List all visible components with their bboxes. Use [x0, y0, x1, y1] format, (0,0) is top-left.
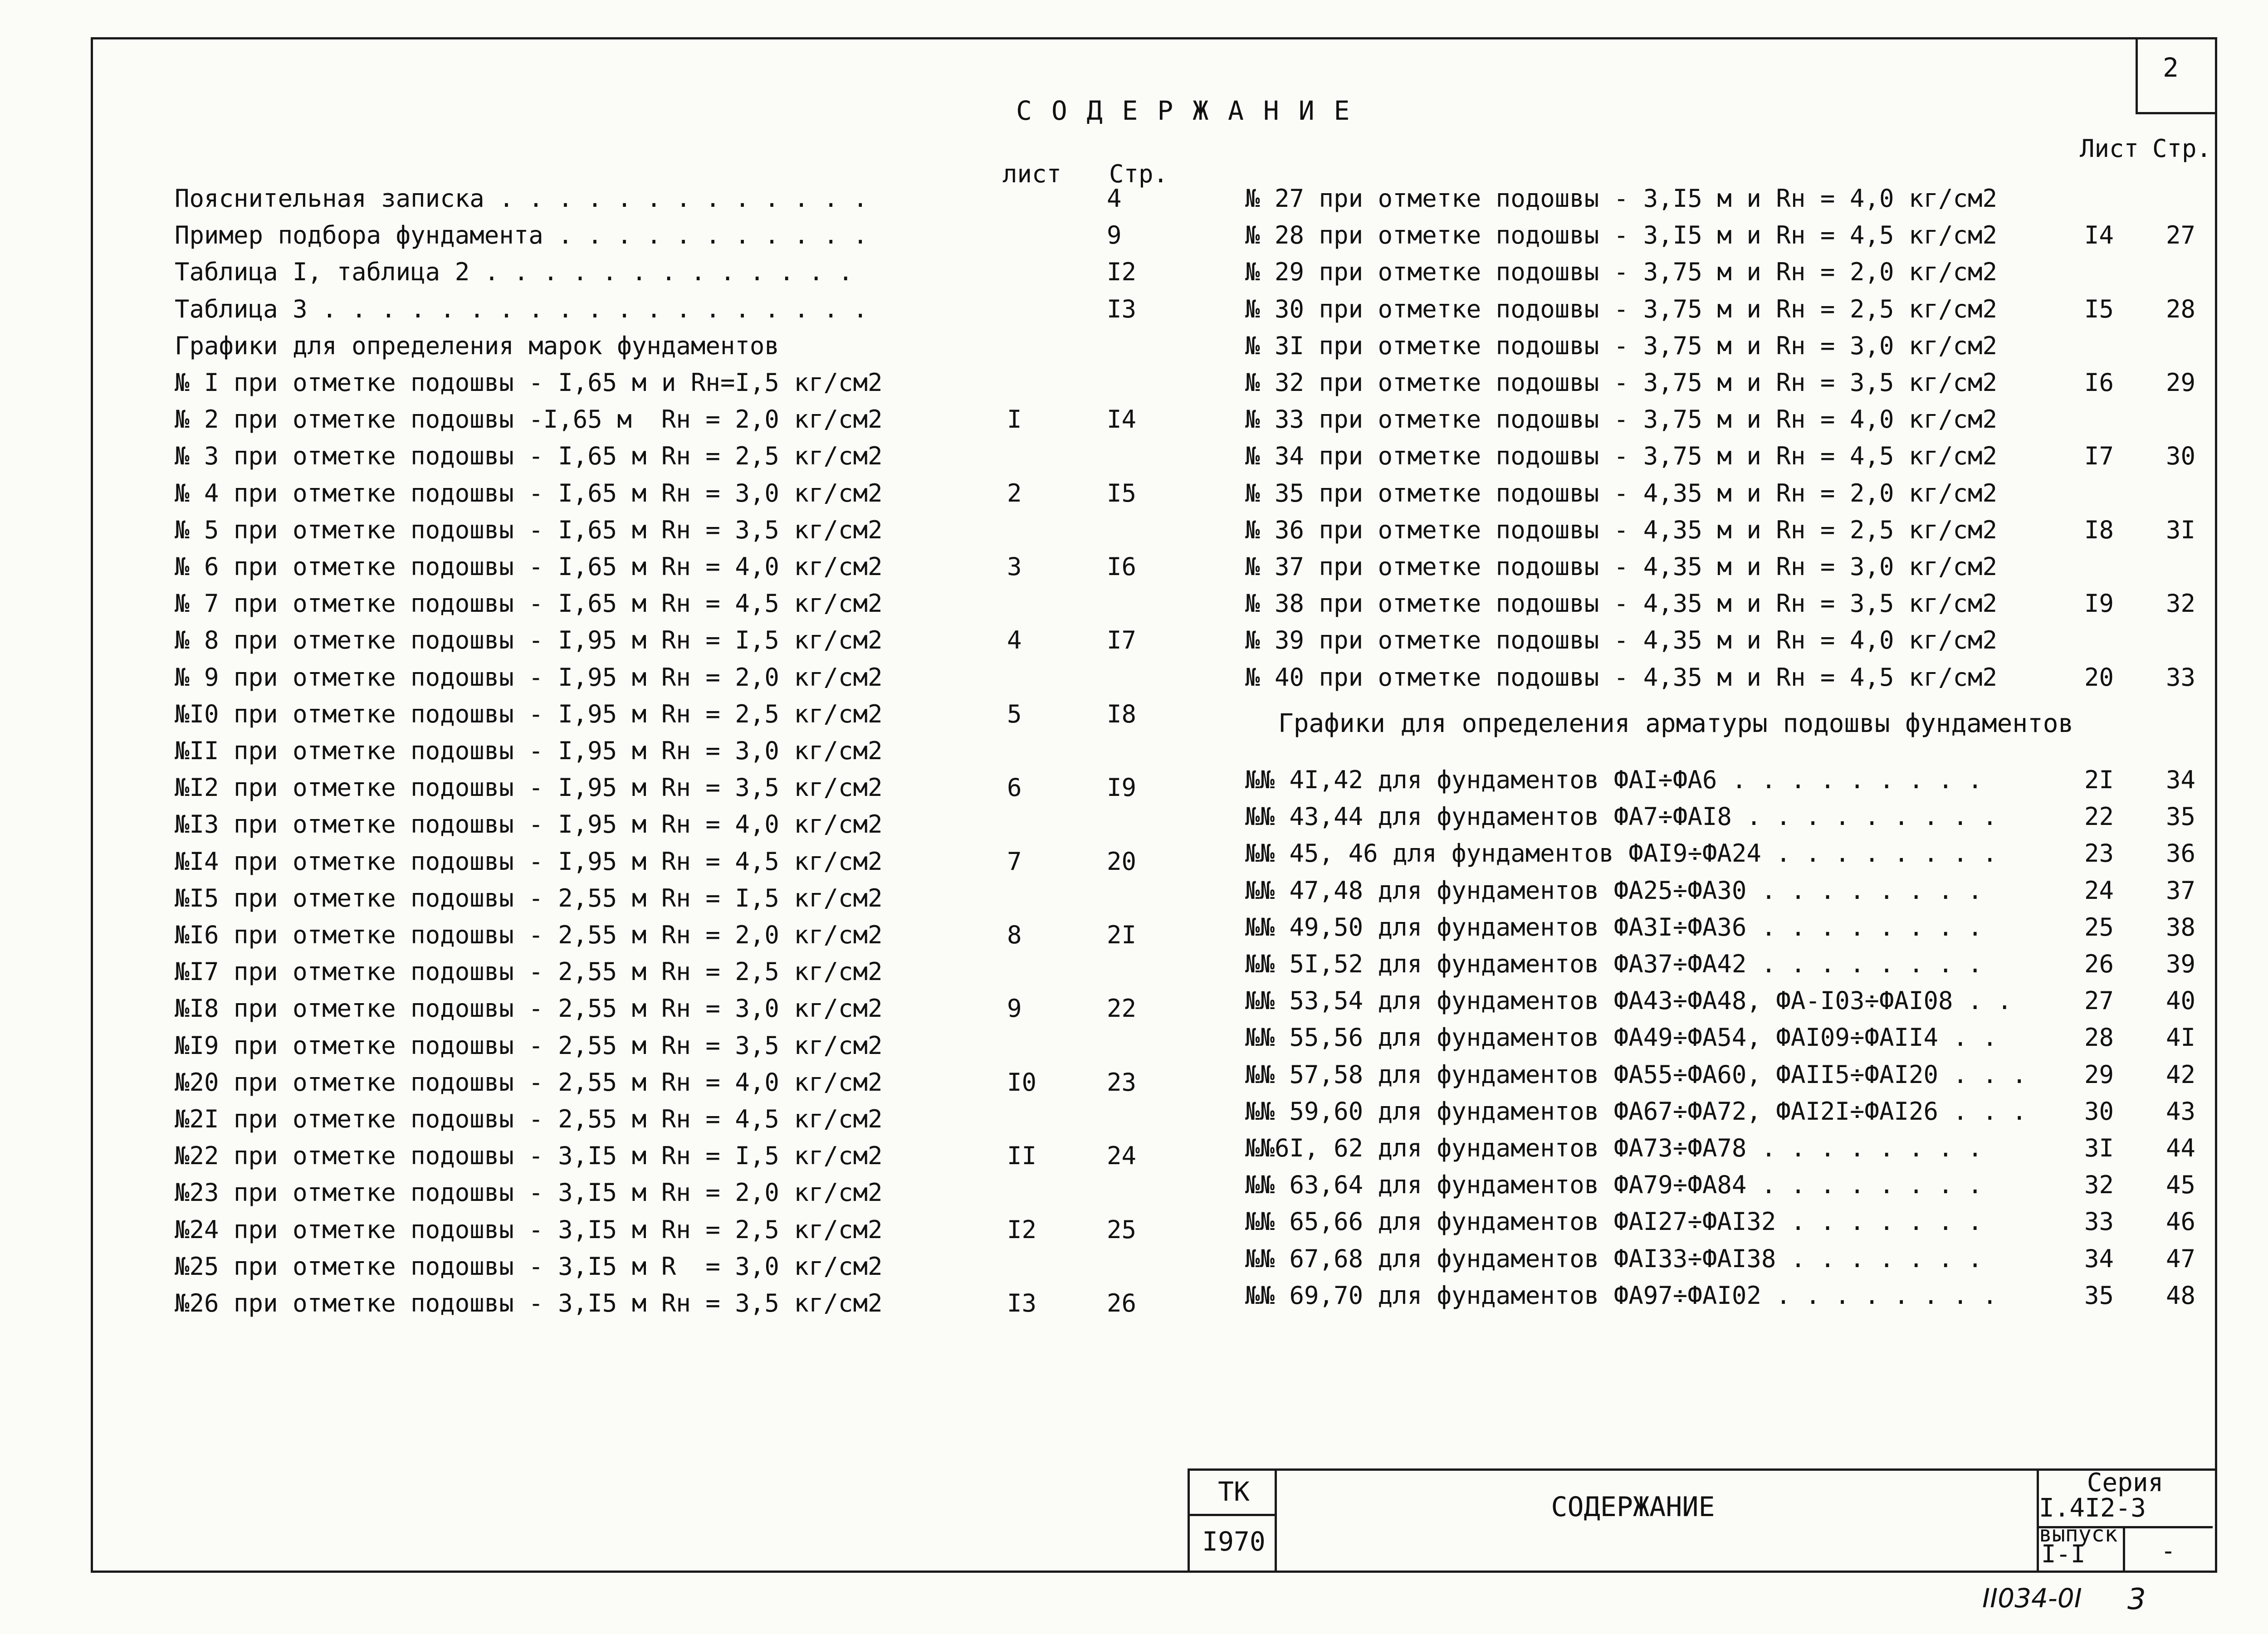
entry-text: №23 при отметке подошвы - 3,I5 м Rн = 2,0 кг/см2	[175, 1178, 883, 1207]
entry-sheet: 33	[2084, 1207, 2114, 1236]
entry-page: 2I	[1107, 921, 1137, 949]
list-item	[0, 1130, 2268, 1166]
entry-sheet: 4	[1007, 626, 1022, 655]
entry-page: I9	[1107, 773, 1137, 802]
entry-sheet: 27	[2084, 986, 2114, 1015]
entry-text: №I6 при отметке подошвы - 2,55 м Rн = 2,0 кг/см2	[175, 921, 883, 949]
list-item	[0, 328, 2268, 364]
list-item	[0, 835, 2268, 872]
right-header-list: Лист	[2080, 134, 2139, 163]
entry-text: № 34 при отметке подошвы - 3,75 м и Rн = 4,5 кг/см2	[1245, 442, 1998, 471]
entry-page: 24	[1107, 1141, 1137, 1171]
list-item	[0, 946, 2268, 982]
entry-page: 25	[1107, 1215, 1137, 1244]
entry-sheet: 30	[2084, 1097, 2114, 1126]
list-item	[0, 799, 2268, 835]
entry-text: № 3I при отметке подошвы - 3,75 м и Rн = 3,0 кг/см2	[1245, 331, 1998, 360]
entry-sheet: 9	[1007, 994, 1022, 1023]
entry-text: №№ 55,56 для фундаментов ФА49÷ФА54, ФАI09÷ФАII4 . .	[1245, 1023, 1998, 1052]
list-item	[0, 438, 2268, 474]
entry-text: № 38 при отметке подошвы - 4,35 м и Rн = 3,5 кг/см2	[1245, 589, 1998, 618]
entry-page: 42	[2166, 1060, 2196, 1089]
entry-page: 9	[1107, 221, 1122, 250]
title-block-name: СОДЕРЖАНИЕ	[1551, 1491, 1715, 1523]
entry-page: 40	[2166, 986, 2196, 1015]
entry-page: I2	[1107, 258, 1137, 287]
entry-text: №I5 при отметке подошвы - 2,55 м Rн = I,5 кг/см2	[175, 883, 883, 912]
entry-text: №№ 45, 46 для фундаментов ФАI9÷ФА24 . . . . . . . .	[1245, 839, 1998, 868]
entry-page: 36	[2166, 839, 2196, 868]
entry-sheet: 5	[1007, 699, 1022, 728]
list-item	[0, 1057, 2268, 1093]
entry-page: 30	[2166, 442, 2196, 471]
entry-page: 44	[2166, 1134, 2196, 1162]
entry-sheet: I5	[2084, 294, 2114, 323]
entry-sheet: 7	[1007, 847, 1022, 876]
entry-text: №№ 53,54 для фундаментов ФА43÷ФА48, ФА-I03÷ФАI08 . .	[1245, 986, 2012, 1015]
list-item	[0, 983, 2268, 1019]
entry-sheet: 3	[1007, 552, 1022, 581]
entry-sheet: I3	[1007, 1289, 1037, 1317]
entry-sheet: I0	[1007, 1068, 1037, 1097]
entry-sheet: 34	[2084, 1244, 2114, 1273]
page-number: 2	[2163, 52, 2179, 83]
entry-sheet: 22	[2084, 802, 2114, 831]
entry-page: I7	[1107, 626, 1137, 655]
list-item	[0, 1278, 2268, 1314]
entry-sheet: I	[1007, 405, 1022, 434]
entry-page: 39	[2166, 950, 2196, 978]
sheet-number: 3	[2127, 1583, 2146, 1616]
entry-text: № 2 при отметке подошвы -I,65 м Rн = 2,0 кг/см2	[175, 405, 883, 434]
entry-sheet: 24	[2084, 876, 2114, 905]
entry-sheet: I9	[2084, 589, 2114, 618]
entry-text: №26 при отметке подошвы - 3,I5 м Rн = 3,5 кг/см2	[175, 1289, 883, 1317]
list-item	[0, 1167, 2268, 1203]
entry-sheet: I6	[2084, 368, 2114, 397]
list-item	[0, 622, 2268, 658]
entry-text: №№ 65,66 для фундаментов ФАI27÷ФАI32 . . . . . . .	[1245, 1207, 1983, 1236]
entry-page: 32	[2166, 589, 2196, 618]
list-item	[0, 254, 2268, 290]
entry-text: №№ 69,70 для фундаментов ФА97÷ФАI02 . . . . . . . .	[1245, 1281, 1998, 1310]
entry-text: №№ 63,64 для фундаментов ФА79÷ФА84 . . . . . . . .	[1245, 1171, 1983, 1200]
entry-sheet: 6	[1007, 773, 1022, 802]
list-item	[0, 1093, 2268, 1130]
title-block-issue: I-I	[2041, 1540, 2086, 1568]
entry-sheet: 35	[2084, 1281, 2114, 1310]
entry-text: №№ 49,50 для фундаментов ФА3I÷ФА36 . . . . . . . .	[1245, 912, 1983, 941]
title-block-org: ТК	[1218, 1476, 1250, 1507]
title-block-year: I970	[1202, 1526, 1266, 1557]
entry-sheet: 2	[1007, 478, 1022, 507]
entry-text: №I2 при отметке подошвы - I,95 м Rн = 3,5 кг/см2	[175, 773, 883, 802]
entry-sheet: 25	[2084, 912, 2114, 941]
entry-text: №№ 4I,42 для фундаментов ФАI÷ФА6 . . . . . . . . .	[1245, 766, 1983, 794]
entry-page: 23	[1107, 1068, 1137, 1097]
entry-sheet: II	[1007, 1141, 1037, 1171]
entry-page: 48	[2166, 1281, 2196, 1310]
entry-text: № 37 при отметке подошвы - 4,35 м и Rн = 3,0 кг/см2	[1245, 552, 1998, 581]
entry-text: Таблица I, таблица 2 . . . . . . . . . . . . .	[175, 258, 853, 287]
entry-page: 4	[1107, 184, 1122, 213]
entry-text: № 40 при отметке подошвы - 4,35 м и Rн = 4,5 кг/см2	[1245, 663, 1998, 692]
list-item	[0, 512, 2268, 548]
title-block-dash: -	[2160, 1536, 2176, 1565]
title-block-issue-label: выпуск	[2039, 1522, 2118, 1547]
entry-page: 35	[2166, 802, 2196, 831]
list-item	[0, 365, 2268, 401]
entry-text: № 30 при отметке подошвы - 3,75 м и Rн = 2,5 кг/см2	[1245, 294, 1998, 323]
entry-page: 20	[1107, 847, 1137, 876]
list-item	[0, 180, 2268, 217]
entry-text: № I при отметке подошвы - I,65 м и Rн=I,5 кг/см2	[175, 368, 883, 397]
left-header-page: Стр.	[1109, 160, 1168, 188]
entry-text: Таблица 3 . . . . . . . . . . . . . . . . . . .	[175, 294, 868, 323]
entry-page: 22	[1107, 994, 1137, 1023]
entry-text: №I3 при отметке подошвы - I,95 м Rн = 4,0 кг/см2	[175, 810, 883, 839]
entry-page: 47	[2166, 1244, 2196, 1273]
list-item	[0, 401, 2268, 438]
list-item	[0, 217, 2268, 254]
entry-sheet: 23	[2084, 839, 2114, 868]
entry-page: 26	[1107, 1289, 1137, 1317]
right-section-title: Графики для определения арматуры подошвы фундаментов	[1278, 709, 2074, 738]
entry-text: № 8 при отметке подошвы - I,95 м Rн = I,5 кг/см2	[175, 626, 883, 655]
entry-text: № 33 при отметке подошвы - 3,75 м и Rн = 4,0 кг/см2	[1245, 405, 1998, 434]
entry-text: №№ 43,44 для фундаментов ФА7÷ФАI8 . . . . . . . . .	[1245, 802, 1998, 831]
entry-page: 4I	[2166, 1023, 2196, 1052]
entry-text: № 6 при отметке подошвы - I,65 м Rн = 4,0 кг/см2	[175, 552, 883, 581]
title-block-series: I.4I2-3	[2039, 1493, 2146, 1523]
entry-text: № 5 при отметке подошвы - I,65 м Rн = 3,5 кг/см2	[175, 515, 883, 544]
list-item	[0, 1019, 2268, 1056]
entry-page: I8	[1107, 699, 1137, 728]
entry-text: №20 при отметке подошвы - 2,55 м Rн = 4,0 кг/см2	[175, 1068, 883, 1097]
entry-text: № 9 при отметке подошвы - I,95 м Rн = 2,0 кг/см2	[175, 663, 883, 692]
entry-sheet: I8	[2084, 515, 2114, 544]
entry-page: 43	[2166, 1097, 2196, 1126]
entry-text: №I7 при отметке подошвы - 2,55 м Rн = 2,5 кг/см2	[175, 957, 883, 986]
archive-code: II034-0I	[1982, 1583, 2082, 1614]
entry-text: №№ 67,68 для фундаментов ФАI33÷ФАI38 . . . . . . .	[1245, 1244, 1983, 1273]
entry-sheet: 29	[2084, 1060, 2114, 1089]
entry-page: I3	[1107, 294, 1137, 323]
entry-text: Пример подбора фундамента . . . . . . . . . . .	[175, 221, 868, 250]
title-block-series-label: Серия	[2087, 1468, 2164, 1497]
entry-text: Пояснительная записка . . . . . . . . . . . . .	[175, 184, 868, 213]
entry-text: № 32 при отметке подошвы - 3,75 м и Rн = 3,5 кг/см2	[1245, 368, 1998, 397]
entry-page: 29	[2166, 368, 2196, 397]
entry-page: I4	[1107, 405, 1137, 434]
entry-text: Графики для определения марок фундаментов	[175, 331, 779, 360]
left-header-list: лист	[1002, 160, 1062, 188]
entry-sheet: I4	[2084, 221, 2114, 250]
entry-sheet: 28	[2084, 1023, 2114, 1052]
entry-text: №I9 при отметке подошвы - 2,55 м Rн = 3,5 кг/см2	[175, 1031, 883, 1060]
list-item	[0, 659, 2268, 696]
entry-sheet: 8	[1007, 921, 1022, 949]
entry-text: №№6I, 62 для фундаментов ФА73÷ФА78 . . . . . . . .	[1245, 1134, 1983, 1162]
page-title: С О Д Е Р Ж А Н И Е	[1016, 95, 1352, 126]
right-header-page: Стр.	[2152, 134, 2212, 163]
entry-text: № 29 при отметке подошвы - 3,75 м и Rн = 2,0 кг/см2	[1245, 258, 1998, 287]
entry-text: №I8 при отметке подошвы - 2,55 м Rн = 3,0 кг/см2	[175, 994, 883, 1023]
entry-page: 45	[2166, 1171, 2196, 1200]
entry-sheet: I7	[2084, 442, 2114, 471]
list-item	[0, 1204, 2268, 1240]
entry-text: №II при отметке подошвы - I,95 м Rн = 3,0 кг/см2	[175, 737, 883, 765]
entry-page: 3I	[2166, 515, 2196, 544]
entry-page: 37	[2166, 876, 2196, 905]
entry-text: № 3 при отметке подошвы - I,65 м Rн = 2,5 кг/см2	[175, 442, 883, 471]
entry-text: №№ 47,48 для фундаментов ФА25÷ФА30 . . . . . . . .	[1245, 876, 1983, 905]
entry-text: №I0 при отметке подошвы - I,95 м Rн = 2,5 кг/см2	[175, 699, 883, 728]
entry-text: №I4 при отметке подошвы - I,95 м Rн = 4,5 кг/см2	[175, 847, 883, 876]
entry-sheet: 20	[2084, 663, 2114, 692]
entry-page: 27	[2166, 221, 2196, 250]
entry-text: №№ 59,60 для фундаментов ФА67÷ФА72, ФАI2I÷ФАI26 . . .	[1245, 1097, 2027, 1126]
entry-page: 46	[2166, 1207, 2196, 1236]
entry-text: №22 при отметке подошвы - 3,I5 м Rн = I,5 кг/см2	[175, 1141, 883, 1171]
entry-sheet: I2	[1007, 1215, 1037, 1244]
entry-text: № 7 при отметке подошвы - I,65 м Rн = 4,5 кг/см2	[175, 589, 883, 618]
entry-page: 34	[2166, 766, 2196, 794]
entry-page: 28	[2166, 294, 2196, 323]
list-item	[0, 1241, 2268, 1277]
list-item	[0, 873, 2268, 909]
list-item	[0, 585, 2268, 622]
entry-text: №2I при отметке подошвы - 2,55 м Rн = 4,5 кг/см2	[175, 1105, 883, 1133]
entry-page: 33	[2166, 663, 2196, 692]
entry-text: №25 при отметке подошвы - 3,I5 м R = 3,0 кг/см2	[175, 1252, 883, 1281]
entry-text: №№ 57,58 для фундаментов ФА55÷ФА60, ФАII5÷ФАI20 . . .	[1245, 1060, 2027, 1089]
entry-text: № 39 при отметке подошвы - 4,35 м и Rн = 4,0 кг/см2	[1245, 626, 1998, 655]
entry-text: № 35 при отметке подошвы - 4,35 м и Rн = 2,0 кг/см2	[1245, 478, 1998, 507]
entry-text: № 4 при отметке подошвы - I,65 м Rн = 3,0 кг/см2	[175, 478, 883, 507]
list-item	[0, 762, 2268, 798]
list-item	[0, 291, 2268, 327]
entry-page: I6	[1107, 552, 1137, 581]
entry-text: №24 при отметке подошвы - 3,I5 м Rн = 2,5 кг/см2	[175, 1215, 883, 1244]
entry-sheet: 26	[2084, 950, 2114, 978]
entry-sheet: 3I	[2084, 1134, 2114, 1162]
list-item	[0, 549, 2268, 585]
entry-sheet: 2I	[2084, 766, 2114, 794]
entry-page: I5	[1107, 478, 1137, 507]
entry-sheet: 32	[2084, 1171, 2114, 1200]
list-item	[0, 909, 2268, 946]
entry-text: № 28 при отметке подошвы - 3,I5 м и Rн = 4,5 кг/см2	[1245, 221, 1998, 250]
list-item	[0, 475, 2268, 512]
entry-page: 38	[2166, 912, 2196, 941]
entry-text: № 36 при отметке подошвы - 4,35 м и Rн = 2,5 кг/см2	[1245, 515, 1998, 544]
entry-text: № 27 при отметке подошвы - 3,I5 м и Rн = 4,0 кг/см2	[1245, 184, 1998, 213]
entry-text: №№ 5I,52 для фундаментов ФА37÷ФА42 . . . . . . . .	[1245, 950, 1983, 978]
